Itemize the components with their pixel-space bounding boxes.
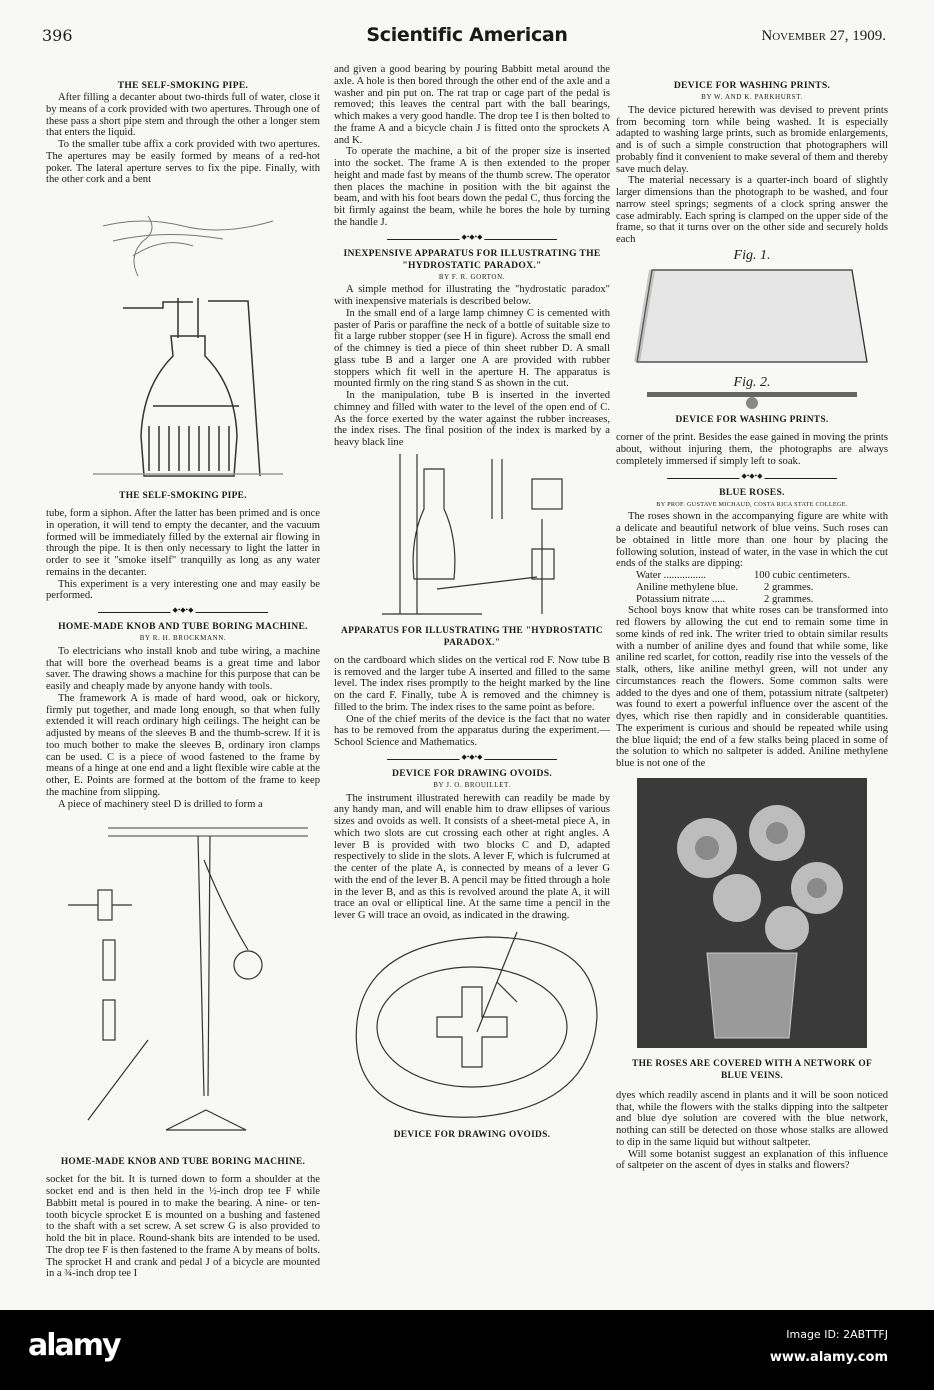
blue-roses-photograph (637, 778, 867, 1048)
byline: BY R. H. BROCKMANN. (139, 634, 227, 642)
section-divider (387, 235, 557, 245)
column-3 (616, 80, 888, 1172)
figure-caption: THE SELF-SMOKING PIPE. (119, 491, 247, 501)
figure-label: Fig. 2. (733, 374, 771, 390)
column-1 (46, 80, 320, 1280)
section-divider (667, 474, 837, 484)
article-title: INEXPENSIVE APPARATUS FOR ILLUSTRATING THE "HYDROSTATIC PARADOX." (343, 247, 601, 271)
article-title: HOME-MADE KNOB AND TUBE BORING MACHINE. (58, 621, 308, 632)
watermark-bar (0, 1310, 934, 1390)
paragraph: and given a good bearing by pouring Babbitt metal around the axle. A hole is then bored through the other end of the axle and a washer and pin put on. The rat trap or cage part of the pedal is removed; this leaves the central part with the ball bearings, which makes a very good handle. The drop tee I is then bolted to the frame A and a bicycle chain J is fitted onto the sprockets A and K. (334, 64, 610, 146)
masthead: Scientific American (366, 24, 568, 46)
recipe-item: Aniline methylene blue. (636, 581, 739, 593)
figure-caption: DEVICE FOR DRAWING OVOIDS. (393, 1129, 551, 1140)
paragraph: socket for the bit. It is turned down to form a shoulder at the socket end and is then held in the ½-inch drop tee F while Babbitt metal is poured in to make the bearing. A nine- or ten-tooth bicycle sprocket E is mounted on a bushing and fastened to the shaft with a set screw. A set screw G is also provided to hold the bit in place. Round-shank bits are intended to be used. The drop tee F is then fastened to the frame A by means of bolts. The sprocket H and crank and pedal J of a bicycle are mounted in a ¾-inch drop tee I (46, 1174, 320, 1280)
watermark-url: www.alamy.com (769, 1350, 888, 1365)
section-divider (387, 755, 557, 765)
washing-board-side-illustration (632, 388, 872, 410)
column-2 (334, 64, 610, 1141)
paragraph: A piece of machinery steel D is drilled to form a (58, 798, 263, 810)
recipe-quantity: 2 grammes. (764, 593, 814, 605)
hydrostatic-apparatus-illustration (362, 449, 582, 621)
paragraph: The device pictured herewith was devised to prevent prints from becoming torn while being washed. It is especially adapted to washing large prints, such as bromide enlargements, and is of such a simple construction that photographers will probably find it convenient to make several of them and thereby save much delay. (616, 104, 888, 175)
article-title: THE SELF-SMOKING PIPE. (117, 80, 249, 91)
washing-board-illustration (632, 262, 872, 377)
paragraph: Will some botanist suggest an explanation of this influence of saltpeter on the ascent of dyes in stalks and flowers? (616, 1148, 888, 1172)
paragraph: The instrument illustrated herewith can readily be made by any handy man, and will enable him to draw ellipses of various sizes and ovoids as well. It consists of a sheet-metal piece A, in which two slots are cut crossing each other at right angles. A lever B is provided with two blocks C and D, adapted respectively to slide in the slots. A lever F, which is fulcrumed at the center of the plate A, is connected by means of a lever G with the end of the lever B. A pencil may be fitted through a hole in the lever B, and as this is revolved around the plate A, it will trace an oval or elliptical line. At the same time a pencil in the lever G will trace an ovoid, as indicated in the drawing. (334, 792, 610, 921)
paragraph: One of the chief merits of the device is the fact that no water has to be removed from the apparatus during the experiment.—School Science and Mathematics. (334, 713, 610, 748)
page-number: 396 (42, 26, 73, 45)
figure-caption: THE ROSES ARE COVERED WITH A NETWORK OF BLUE VEINS. (632, 1058, 872, 1081)
recipe-item: Water ................ (636, 570, 707, 581)
issue-date: November 27, 1909. (761, 28, 886, 44)
self-smoking-pipe-illustration (73, 186, 293, 484)
figure-caption: HOME-MADE KNOB AND TUBE BORING MACHINE. (60, 1157, 306, 1168)
article-title: DEVICE FOR DRAWING OVOIDS. (391, 767, 553, 779)
paragraph: tube, form a siphon. After the latter has been primed and is once in operation, it will tend to empty the decanter, and the vacuum formed will be immediately filled by the external air flowing in through the pipe. It is then only necessary to light the latter in order to see it "smoke itself" tranquilly as long as any water remains in the decanter. (46, 508, 320, 578)
recipe-quantity: 100 cubic centimeters. (754, 570, 850, 581)
byline: BY PROF. GUSTAVE MICHAUD, COSTA RICA STATE COLLEGE. (656, 500, 848, 508)
paragraph: A simple method for illustrating the "hydrostatic paradox" with inexpensive materials is described below. (334, 284, 610, 307)
byline: BY J. O. BROUILLET. (433, 780, 511, 789)
section-divider (98, 608, 268, 618)
paragraph: dyes which readily ascend in plants and it will be soon noticed that, while the flowers with the stalks dipping into the saltpeter and blue dye solution are covered with the blue network, nothing can still be detected on those whose stalks are allowed to dip in the same liquid but without saltpeter. (616, 1089, 888, 1148)
ovoid-device-illustration (337, 922, 607, 1127)
article-title: DEVICE FOR WASHING PRINTS. (673, 80, 831, 91)
figure-caption: DEVICE FOR WASHING PRINTS. (675, 415, 829, 426)
paragraph: This experiment is a very interesting one and may easily be performed. (46, 578, 320, 602)
byline: BY F. R. GORTON. (438, 272, 506, 281)
paragraph: In the manipulation, tube B is inserted in the inverted chimney and filled with water to the level of the open end of C. As the force exerted by the water against the rubber increases, the index rises. The final position of the index is marked by a heavy black line (334, 390, 610, 448)
paragraph: After filling a decanter about two-thirds full of water, close it by means of a cork provided with two apertures. Through one of these pass a short pipe stem and through the other a longer stem that enters the liquid. (46, 92, 320, 139)
paragraph: corner of the print. Besides the ease gained in moving the prints about, without injuring them, the photographs are always completely immersed if simply left to soak. (616, 432, 888, 467)
paragraph: To electricians who install knob and tube wiring, a machine that will bore the overhead beams is a great time and labor saver. The drawing shows a machine for this purpose that can be easily and cheaply made by anyone handy with tools. (46, 645, 320, 692)
recipe-row (616, 570, 888, 582)
boring-machine-illustration (48, 810, 318, 1150)
byline: BY W. AND K. PARKHURST. (701, 93, 803, 101)
paragraph: The material necessary is a quarter-inch board of slightly larger dimensions than the photograph to be washed, and four narrow steel springs; segments of a clock spring answer the case admirably. Each spring is clamped on the upper side of the frame, so that it turns over on the other side and securely holds each (616, 175, 888, 245)
recipe-item: Potassium nitrate ..... (636, 593, 726, 605)
figure-caption: APPARATUS FOR ILLUSTRATING THE "HYDROSTATIC PARADOX." (341, 625, 603, 648)
recipe-row (616, 594, 888, 606)
recipe-quantity: 2 grammes. (764, 581, 814, 593)
paragraph: In the small end of a large lamp chimney C is cemented with paster of Paris or paraffine the neck of a bottle of suitable size to fit a large rubber stopper (see H in figure). Across the small end of the chimney is tied a piece of thin sheet rubber D. A small glass tube B and a larger one A are provided with rubber stoppers which fit well in the aperture H. The apparatus is mounted firmly on the ring stand S as shown in the cut. (334, 307, 610, 390)
article-title: BLUE ROSES. (719, 486, 785, 498)
paragraph: To the smaller tube affix a cork provided with two apertures. The apertures may be easily formed by means of a red-hot poker. The lateral aperture serves to fix the pipe. Finally, with the other cork and a bent (46, 139, 320, 186)
image-id: Image ID: 2ABTTFJ (786, 1328, 888, 1341)
paragraph: on the cardboard which slides on the vertical rod F. Now tube B is removed and the larger tube A inserted and filled to the same level. The index rises promptly to the height marked by the line on the card F. Finally, tube A is removed and the chimney is filled to the brim. The index rises to the same point as before. (334, 654, 610, 713)
figure-label: Fig. 1. (733, 247, 771, 263)
paragraph: The framework A is made of hard wood, oak or hickory, firmly put together, and made long enough, so that when fully extended it will reach ordinary high ceilings. The height can be adjusted by means of the sleeves B and the thumb-screw. If it is too much bother to make the sleeves B, ordinary iron clamps can be used. C is a piece of wood fastened to the frame by means of a hinge at one end and a light flexible wire cable at the other, E. Points are formed at the bottom of the frame to keep the machine from slipping. (46, 692, 320, 798)
recipe-row (616, 582, 888, 594)
paragraph: To operate the machine, a bit of the proper size is inserted into the socket. The frame A is then extended to the proper height and made fast by means of the thumb screw. The operator then places the machine in position with the bit against the beam, and with his foot bears down the pedal C, thus forcing the bit firmly against the beam, while he bores the hole by turning the handle J. (334, 146, 610, 228)
paragraph: The roses shown in the accompanying figure are white with a delicate and beautiful network of blue veins. Such roses can be obtained in little more than one hour by placing the following solution, instead of water, in the vase in which the cut ends of the stalks are dipping: (616, 511, 888, 570)
alamy-logo: alamy (28, 1328, 120, 1363)
paragraph: School boys know that white roses can be transformed into red flowers by allowing the cut end to remain some time in some kinds of red ink. The writer tried to obtain similar results with a number of aniline dyes and found that while some, like aniline red scarlet, for cotton, readily rise into the vessels of the stalk, others, like aniline methyl green, will not under any circumstances reach the flowers. Some common salts were added to the dyes and one of them, potassium nitrate (saltpeter) was found to exert a powerful influence over the ascent of the dyes, which rise then rapidly and in considerable quantities. The experiment is curious and should be repeated while using the blue liquid; the end of a few stalks being placed in some of the solution to which no saltpeter is added. Aniline methylene blue is not one of the (616, 605, 888, 769)
